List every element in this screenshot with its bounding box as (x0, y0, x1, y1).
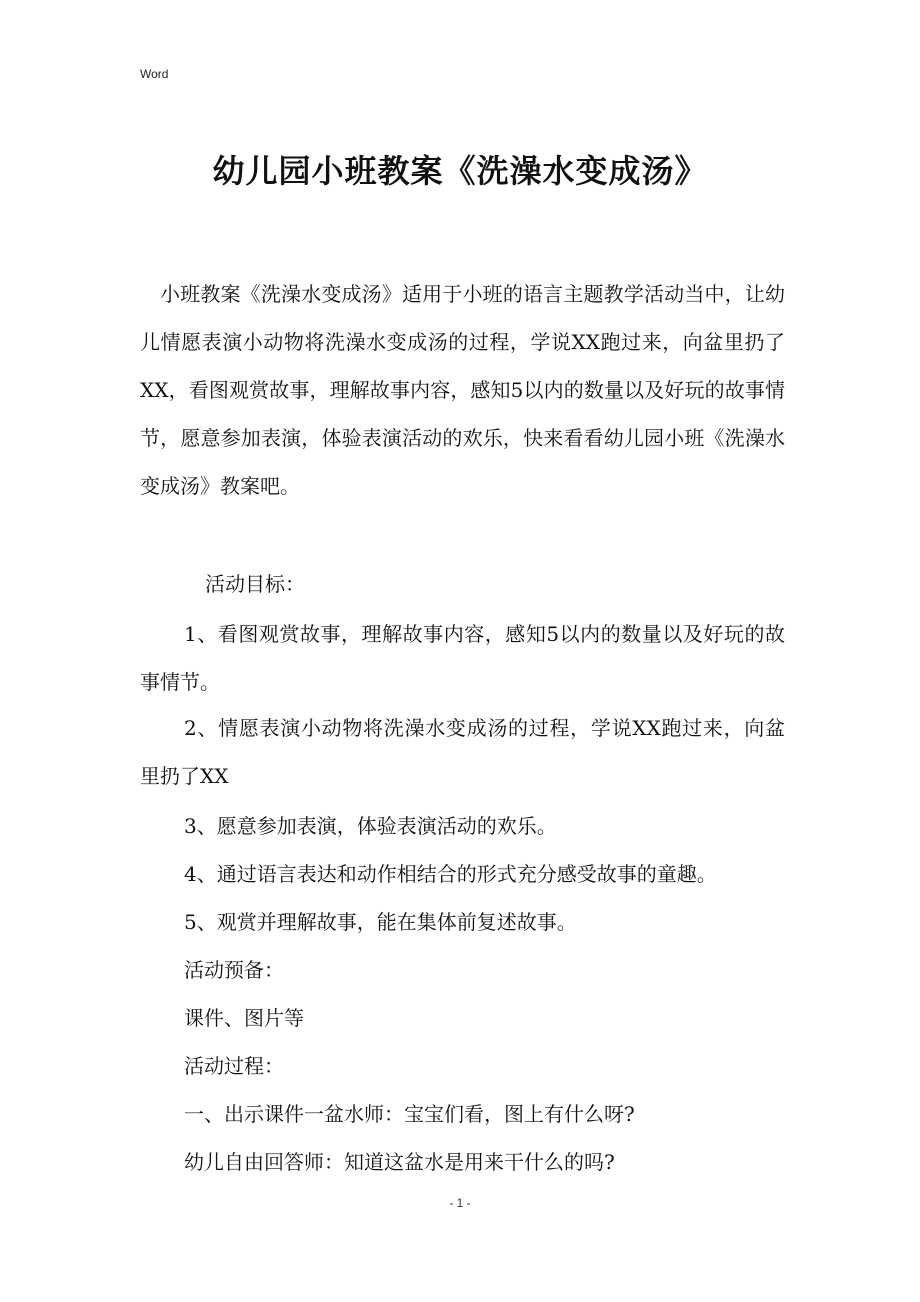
prep-heading: 活动预备： (184, 958, 284, 982)
goal-item-1: 1、看图观赏故事，理解故事内容，感知5以内的数量以及好玩的故事情节。 (140, 622, 785, 694)
goal-item-4: 4、通过语言表达和动作相结合的形式充分感受故事的童趣。 (184, 862, 717, 886)
app-label: Word (140, 67, 169, 81)
goal-item-3: 3、愿意参加表演，体验表演活动的欢乐。 (184, 814, 557, 838)
process-step-2: 幼儿自由回答师：知道这盆水是用来干什么的吗? (184, 1150, 615, 1174)
intro-paragraph: 小班教案《洗澡水变成汤》适用于小班的语言主题教学活动当中，让幼儿情愿表演小动物将洗澡水变成汤的过程，学说XX跑过来，向盆里扔了XX，看图观赏故事，理解故事内容，感知5以内的数量以及好玩的故事情节，愿意参加表演，体验表演活动的欢乐，快来看看幼儿园小班《洗澡水变成汤》教案吧。 (140, 282, 785, 498)
goals-heading: 活动目标： (205, 572, 305, 596)
document-title: 幼儿园小班教案《洗澡水变成汤》 (212, 152, 708, 190)
process-heading: 活动过程： (184, 1054, 284, 1078)
goal-item-2: 2、情愿表演小动物将洗澡水变成汤的过程，学说XX跑过来，向盆里扔了XX (140, 716, 785, 788)
goal-item-5: 5、观赏并理解故事，能在集体前复述故事。 (184, 910, 577, 934)
page-number: - 1 - (449, 1196, 471, 1210)
process-step-1: 一、出示课件一盆水师：宝宝们看，图上有什么呀? (184, 1102, 635, 1126)
prep-text: 课件、图片等 (184, 1006, 304, 1030)
